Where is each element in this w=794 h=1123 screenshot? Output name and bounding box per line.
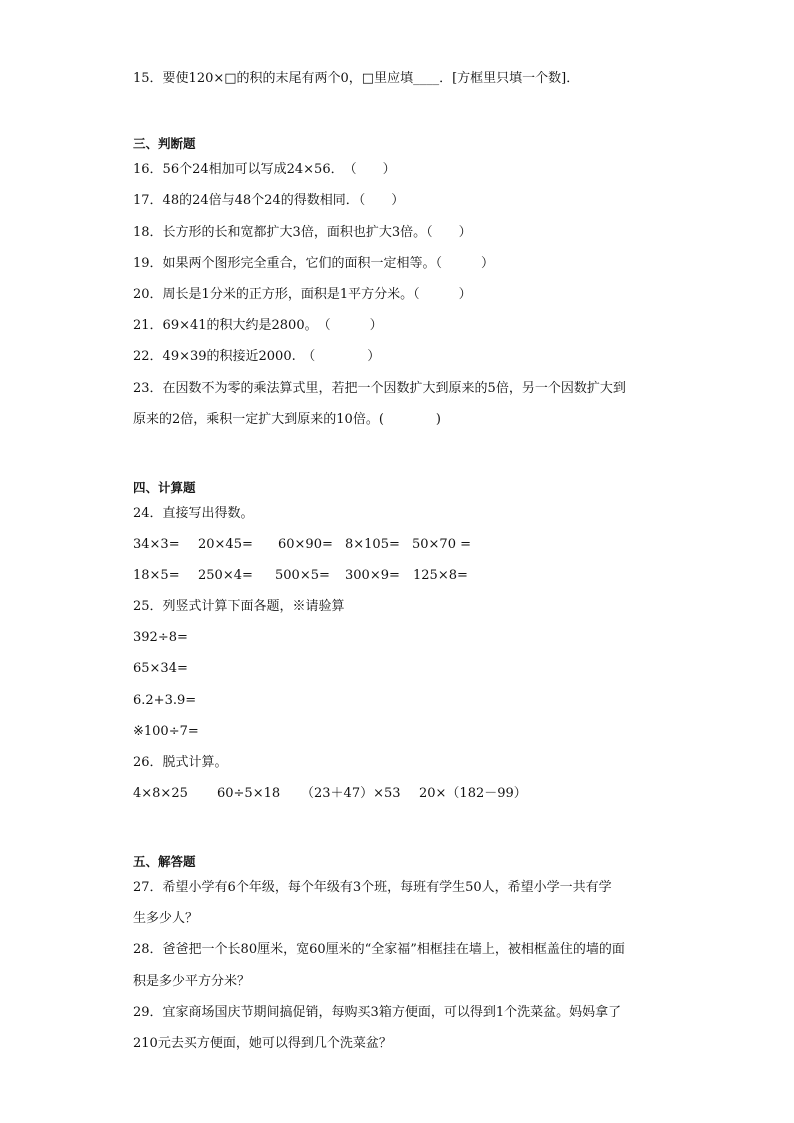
section-5-title: 五、解答题 <box>133 854 196 869</box>
question-22: 22．49×39的积接近2000. （ ） <box>133 349 381 364</box>
q25-item: ※100÷7= <box>133 724 199 739</box>
question-28-line-1: 28．爸爸把一个长80厘米，宽60厘米的“全家福”相框挂在墙上，被相框盖住的墙的面 <box>133 942 625 957</box>
section-4-title: 四、计算题 <box>133 480 196 495</box>
question-15: 15．要使120×□的积的末尾有两个0，□里应填____．[方框里只填一个数]． <box>133 71 580 86</box>
question-21: 21．69×41的积大约是2800。 （ ） <box>133 318 383 333</box>
q26-item: 20×（182－99） <box>419 786 527 801</box>
question-25: 25．列竖式计算下面各题，※请验算 <box>133 599 345 614</box>
question-20: 20．周长是1分米的正方形，面积是1平方分米。（ ） <box>133 287 472 302</box>
q24-item: 250×4= <box>198 568 253 583</box>
q24-item: 300×9= <box>345 568 400 583</box>
question-29-line-1: 29．宜家商场国庆节期间搞促销，每购买3箱方便面，可以得到1个洗菜盆。妈妈拿了 <box>133 1005 622 1020</box>
q24-item: 50×70 = <box>412 537 472 552</box>
q25-item: 65×34= <box>133 661 188 676</box>
q24-item: 18×5= <box>133 568 180 583</box>
question-29-line-2: 210元去买方便面，她可以得到几个洗菜盆？ <box>133 1036 392 1051</box>
q24-item: 8×105= <box>345 537 400 552</box>
question-24: 24．直接写出得数。 <box>133 506 254 521</box>
question-26: 26．脱式计算。 <box>133 755 228 770</box>
question-23-line-2: 原来的2倍，乘积一定扩大到原来的10倍。( ) <box>133 412 441 427</box>
question-27-line-1: 27．希望小学有6个年级，每个年级有3个班，每班有学生50人，希望小学一共有学 <box>133 880 612 895</box>
q26-item: 60÷5×18 <box>217 786 281 801</box>
question-23-line-1: 23．在因数不为零的乘法算式里，若把一个因数扩大到原来的5倍，另一个因数扩大到 <box>133 381 626 396</box>
q24-item: 34×3= <box>133 537 180 552</box>
q26-item: （23＋47）×53 <box>301 786 401 801</box>
q24-item: 60×90= <box>278 537 333 552</box>
question-28-line-2: 积是多少平方分米？ <box>133 974 251 989</box>
question-19: 19．如果两个图形完全重合，它们的面积一定相等。（ ） <box>133 256 495 271</box>
question-17: 17．48的24倍与48个24的得数相同．（ ） <box>133 193 405 208</box>
q25-item: 6.2+3.9= <box>133 693 197 708</box>
q26-item: 4×8×25 <box>133 786 188 801</box>
q24-item: 125×8= <box>413 568 468 583</box>
q24-item: 20×45= <box>198 537 253 552</box>
question-16: 16．56个24相加可以写成24×56． （ ） <box>133 162 396 177</box>
question-27-line-2: 生多少人？ <box>133 911 199 926</box>
q24-item: 500×5= <box>275 568 330 583</box>
question-18: 18．长方形的长和宽都扩大3倍，面积也扩大3倍。（ ） <box>133 225 472 240</box>
q25-item: 392÷8= <box>133 630 188 645</box>
section-3-title: 三、判断题 <box>133 136 196 151</box>
